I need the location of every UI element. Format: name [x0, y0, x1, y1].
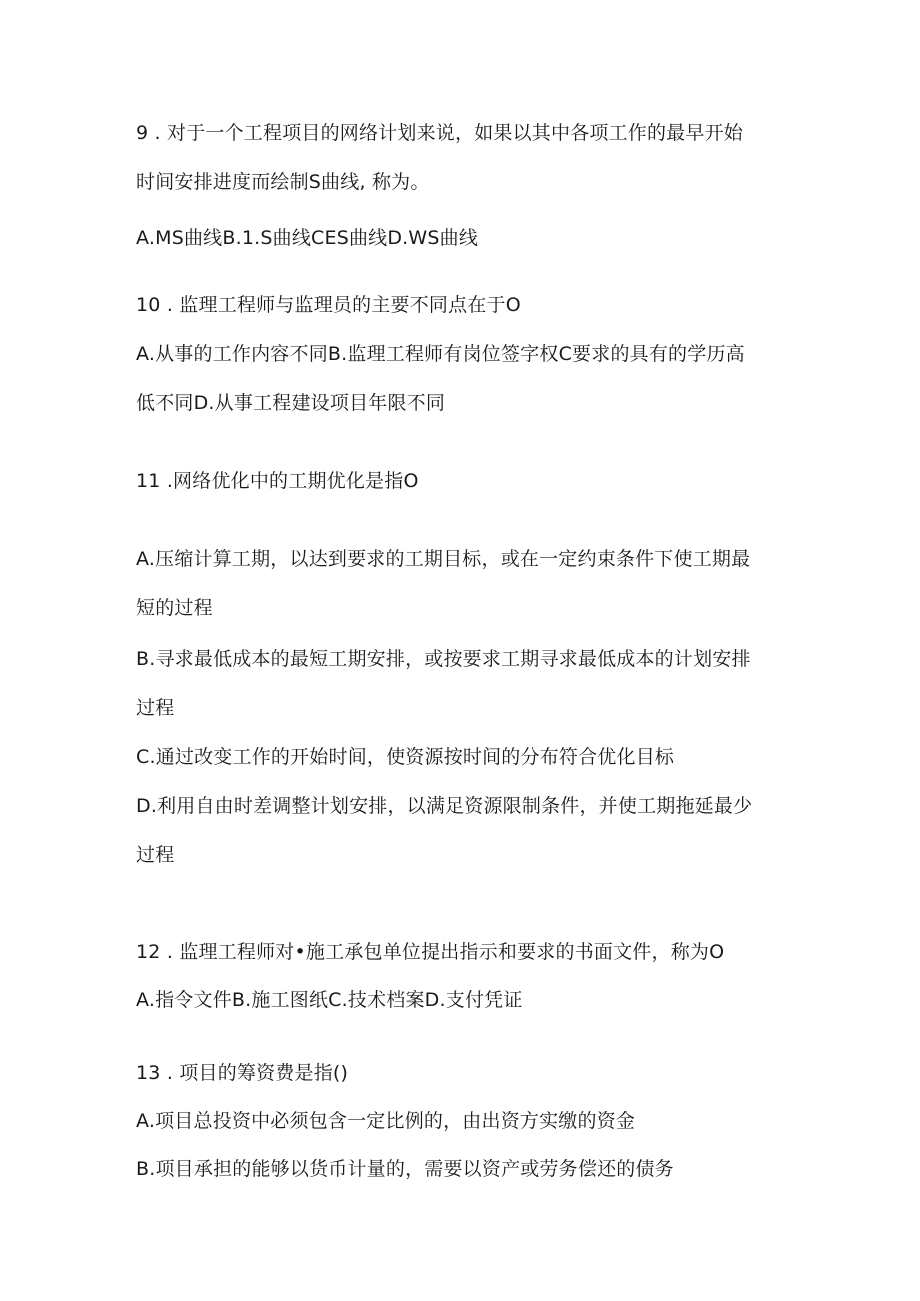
q11-stem: 11 .网络优化中的工期优化是指O: [136, 470, 419, 492]
q11-option-c: C.通过改变工作的开始时间，使资源按时间的分布符合优化目标: [136, 746, 675, 768]
q9-options: A.MS曲线B.1.S曲线CES曲线D.WS曲线: [136, 227, 479, 249]
q10-options-line-2: 低不同D.从事工程建设项目年限不同: [136, 392, 446, 414]
q13-stem: 13 . 项目的筹资费是指(): [136, 1062, 349, 1084]
q12-options: A.指令文件B.施工图纸C.技术档案D.支付凭证: [136, 989, 523, 1011]
q12-stem: 12 . 监理工程师对•施工承包单位提出指示和要求的书面文件，称为O: [136, 941, 725, 963]
q13-option-b: B.项目承担的能够以货币计量的，需要以资产或劳务偿还的债务: [136, 1158, 674, 1180]
q9-stem-line-1: 9 . 对于一个工程项目的网络计划来说，如果以其中各项工作的最早开始: [136, 122, 744, 144]
q11-option-b-line-1: B.寻求最低成本的最短工期安排，或按要求工期寻求最低成本的计划安排: [136, 648, 751, 670]
q13-option-a: A.项目总投资中必须包含一定比例的，由出资方实缴的资金: [136, 1110, 636, 1132]
q9-stem-line-2: 时间安排进度而绘制S曲线, 称为。: [136, 171, 430, 193]
q10-options-line-1: A.从事的工作内容不同B.监理工程师有岗位签字权C要求的具有的学历高: [136, 343, 745, 365]
q11-option-d-line-2: 过程: [136, 844, 175, 866]
q11-option-b-line-2: 过程: [136, 697, 175, 719]
q10-stem: 10 . 监理工程师与监理员的主要不同点在于O: [136, 294, 521, 316]
q11-option-a-line-1: A.压缩计算工期，以达到要求的工期目标，或在一定约束条件下使工期最: [136, 548, 751, 570]
q11-option-a-line-2: 短的过程: [136, 597, 213, 619]
q11-option-d-line-1: D.利用自由时差调整计划安排，以满足资源限制条件，并使工期拖延最少: [136, 795, 753, 817]
